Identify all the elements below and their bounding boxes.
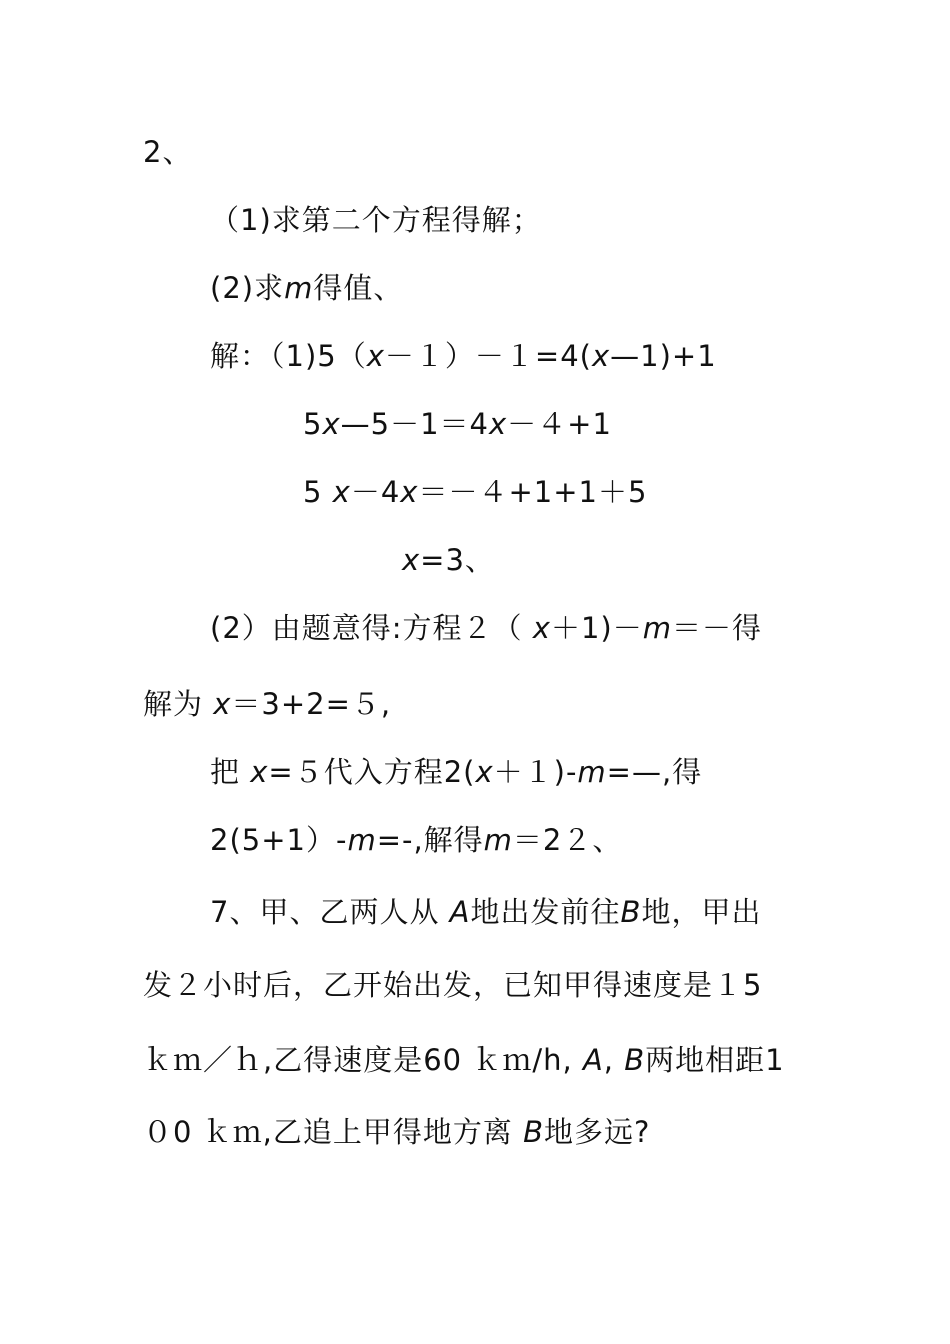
variable-x: x bbox=[332, 475, 351, 509]
line-text: —5－1＝4 bbox=[340, 407, 489, 441]
line-12 bbox=[210, 892, 761, 932]
line-text: 2、 bbox=[143, 135, 193, 169]
line-text: ０0 ｋｍ,乙追上甲得地方离 bbox=[143, 1115, 524, 1149]
line-text: 5 bbox=[303, 475, 333, 509]
line-text: ＝3+2=５, bbox=[231, 687, 392, 721]
line-text: (2）由题意得:方程２（ bbox=[210, 611, 533, 645]
variable-x: x bbox=[591, 339, 611, 373]
line-text: ＋1)－ bbox=[550, 611, 643, 645]
line-text: ＝2２、 bbox=[512, 823, 623, 857]
line-text: 5 bbox=[303, 407, 323, 441]
line-14 bbox=[143, 1040, 785, 1080]
variable-a: A bbox=[582, 1043, 604, 1077]
line-text: =５代入方程2( bbox=[268, 755, 476, 789]
line-text: 地，甲出 bbox=[641, 895, 762, 929]
line-6 bbox=[303, 472, 647, 512]
line-text: －４+1 bbox=[507, 407, 612, 441]
line-text: , bbox=[603, 1043, 625, 1077]
line-9 bbox=[143, 684, 391, 724]
variable-x: x bbox=[322, 407, 341, 441]
line-text: 两地相距1 bbox=[645, 1043, 785, 1077]
variable-b: B bbox=[624, 1043, 646, 1077]
line-text: －4 bbox=[350, 475, 401, 509]
variable-m: m bbox=[347, 823, 377, 857]
variable-x: x bbox=[402, 543, 421, 577]
line-text: —1)+1 bbox=[610, 339, 717, 373]
variable-x: x bbox=[475, 755, 494, 789]
line-text: （1)求第二个方程得解； bbox=[210, 203, 542, 237]
line-text: 把 bbox=[210, 755, 251, 789]
variable-m: m bbox=[284, 271, 314, 305]
variable-a: A bbox=[449, 895, 471, 929]
line-text: 发２小时后，乙开始出发，已知甲得速度是１5 bbox=[143, 968, 763, 1002]
line-text: (2)求 bbox=[210, 271, 285, 305]
line-2 bbox=[210, 200, 542, 240]
line-text: 解为 bbox=[143, 687, 214, 721]
line-13 bbox=[143, 965, 762, 1005]
line-text: =3、 bbox=[420, 543, 495, 577]
variable-m: m bbox=[642, 611, 672, 645]
line-text: －１）－１=4( bbox=[384, 339, 592, 373]
line-7 bbox=[402, 540, 495, 580]
line-text: 2(5+1）- bbox=[210, 823, 348, 857]
line-10 bbox=[210, 752, 702, 792]
variable-b: B bbox=[523, 1115, 545, 1149]
variable-x: x bbox=[488, 407, 508, 441]
variable-x: x bbox=[213, 687, 232, 721]
line-text: 地出发前往 bbox=[470, 895, 621, 929]
line-text: 7、甲、乙两人从 bbox=[210, 895, 450, 929]
line-text: ＋１)- bbox=[493, 755, 578, 789]
variable-b: B bbox=[620, 895, 642, 929]
line-8 bbox=[210, 608, 762, 648]
variable-x: x bbox=[400, 475, 419, 509]
line-3 bbox=[210, 268, 403, 308]
line-text: 地多远? bbox=[544, 1115, 651, 1149]
line-15 bbox=[143, 1112, 650, 1152]
variable-m: m bbox=[483, 823, 513, 857]
variable-m: m bbox=[577, 755, 607, 789]
line-text: 解：（1)5（ bbox=[210, 339, 367, 373]
line-text: ＝－得 bbox=[671, 611, 762, 645]
line-text: =-,解得 bbox=[376, 823, 484, 857]
line-11 bbox=[210, 820, 622, 860]
line-text: 得值、 bbox=[313, 271, 404, 305]
line-text: =—,得 bbox=[606, 755, 703, 789]
variable-x: x bbox=[532, 611, 551, 645]
line-text: ｋｍ／ｈ,乙得速度是60 ｋｍ/h, bbox=[143, 1043, 583, 1077]
line-4 bbox=[210, 336, 717, 376]
variable-x: x bbox=[366, 339, 385, 373]
line-1 bbox=[143, 132, 192, 172]
line-text: ＝－４+1+1＋5 bbox=[418, 475, 648, 509]
variable-x: x bbox=[250, 755, 269, 789]
line-5 bbox=[303, 404, 612, 444]
